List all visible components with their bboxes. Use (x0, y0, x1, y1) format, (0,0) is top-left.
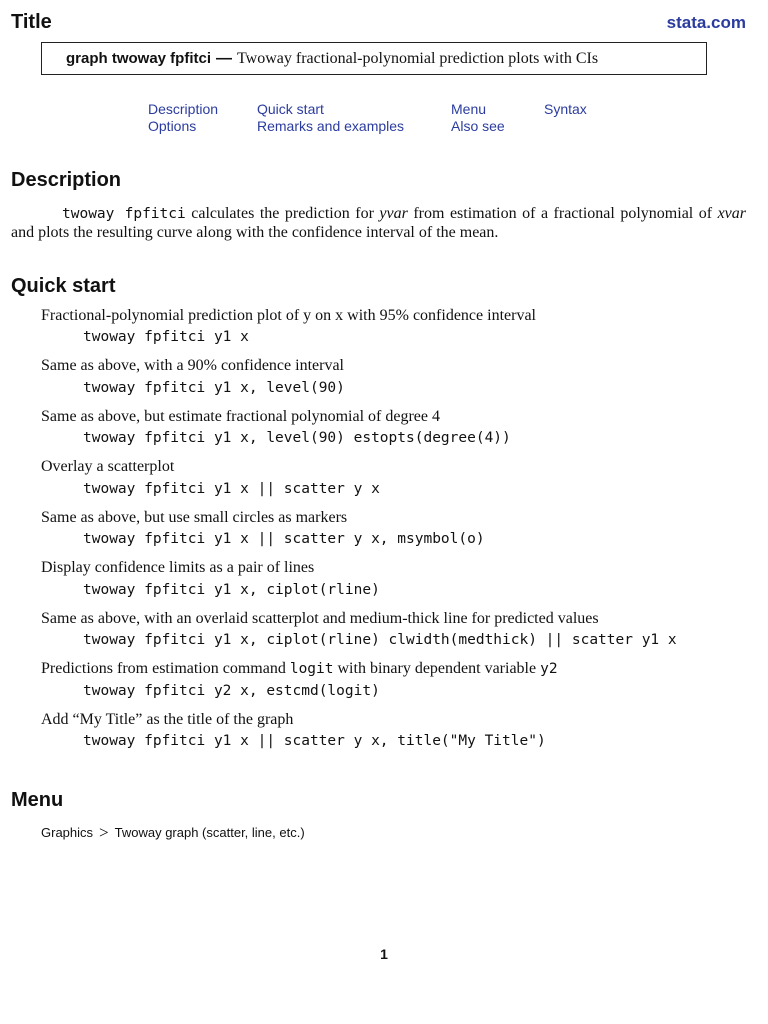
menu-path-separator: > (99, 823, 109, 842)
command-name: graph twoway fpfitci (66, 50, 212, 67)
nav-link-also-see[interactable]: Also see (451, 118, 505, 134)
quick-start-description: Add “My Title” as the title of the graph (41, 711, 294, 728)
quick-start-description: Same as above, but use small circles as markers (41, 509, 348, 526)
quick-start-description: Fractional-polynomial prediction plot of y on x with 95% confidence interval (41, 307, 536, 324)
menu-path-twoway-graph: Twoway graph (scatter, line, etc.) (114, 825, 305, 840)
quick-start-code: twoway fpfitci y1 x, level(90) (83, 380, 345, 396)
quick-start-description (41, 660, 558, 678)
description-xvar: xvar (717, 205, 747, 222)
quick-start-description: Same as above, but estimate fractional polynomial of degree 4 (41, 408, 440, 425)
quick-start-code: twoway fpfitci y1 x, ciplot(rline) clwidth(medthick) || scatter y1 x (83, 632, 677, 648)
quick-start-inline-code: y2 (540, 661, 558, 677)
nav-link-remarks-and-examples[interactable]: Remarks and examples (257, 118, 405, 134)
nav-link-menu[interactable]: Menu (451, 101, 487, 117)
quick-start-description: Display confidence limits as a pair of lines (41, 559, 315, 576)
description-text: and plots the resulting curve along with the confidence interval of the mean. (11, 223, 499, 241)
description-heading: Description (11, 169, 122, 191)
title-box (41, 42, 707, 75)
menu-path (41, 822, 305, 842)
quick-start-description-text: Predictions from estimation command (41, 660, 290, 677)
description-cmd: twoway fpfitci (62, 206, 186, 222)
nav-link-syntax[interactable]: Syntax (544, 101, 587, 117)
quick-start-description: Same as above, with an overlaid scatterplot and medium-thick line for predicted values (41, 610, 599, 627)
menu-heading: Menu (11, 789, 64, 811)
quick-start-code: twoway fpfitci y1 x || scatter y x, title("My Title") (83, 733, 546, 749)
command-description: Twoway fractional-polynomial prediction plots with CIs (237, 49, 599, 67)
page-number: 1 (380, 946, 388, 962)
quick-start-code: twoway fpfitci y1 x, ciplot(rline) (83, 582, 380, 598)
title-dash: — (216, 49, 233, 67)
nav-link-description[interactable]: Description (148, 101, 219, 117)
quick-start-inline-code: logit (289, 661, 334, 677)
title-heading: Title (11, 11, 52, 33)
description-text: from estimation of a fractional polynomial of (407, 205, 718, 222)
nav-link-quick-start[interactable]: Quick start (257, 101, 324, 117)
menu-path-graphics: Graphics (41, 825, 94, 840)
quick-start-description: Same as above, with a 90% confidence interval (41, 357, 344, 374)
quick-start-heading: Quick start (11, 275, 116, 297)
nav-link-options[interactable]: Options (148, 118, 197, 134)
quick-start-description: Overlay a scatterplot (41, 458, 175, 475)
quick-start-code: twoway fpfitci y1 x (83, 329, 249, 345)
quick-start-code: twoway fpfitci y1 x, level(90) estopts(degree(4)) (83, 430, 511, 446)
quick-start-code: twoway fpfitci y1 x || scatter y x, msymbol(o) (83, 531, 485, 547)
description-text: calculates the prediction for (185, 205, 380, 222)
stata-com-link[interactable]: stata.com (666, 13, 746, 32)
quick-start-description-text: with binary dependent variable (333, 660, 541, 677)
description-paragraph (11, 205, 746, 241)
quick-start-code: twoway fpfitci y1 x || scatter y x (83, 481, 380, 497)
quick-start-code: twoway fpfitci y2 x, estcmd(logit) (83, 683, 380, 699)
description-yvar: yvar (379, 205, 408, 222)
